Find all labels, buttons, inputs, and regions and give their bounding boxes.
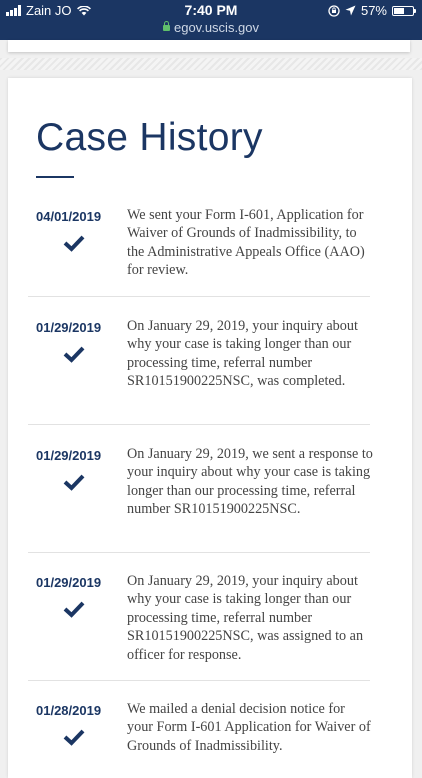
status-bar xyxy=(0,0,422,40)
location-icon xyxy=(345,5,356,16)
check-icon xyxy=(63,234,85,252)
entry-date: 01/29/2019 xyxy=(36,575,102,590)
section-divider xyxy=(0,58,422,70)
entry-text: On January 29, 2019, your inquiry about why your case is taking longer than our processing time, referral number SR10151900225NSC, was completed. xyxy=(127,318,358,390)
check-icon xyxy=(63,473,85,491)
check-icon xyxy=(63,600,85,618)
check-icon xyxy=(63,345,85,363)
url-text: egov.uscis.gov xyxy=(173,20,260,35)
case-history-card xyxy=(8,78,412,778)
battery-percent: 57% xyxy=(360,3,387,18)
entry-date: 01/29/2019 xyxy=(36,320,102,335)
entry-date: 04/01/2019 xyxy=(36,209,102,224)
entry-text: On January 29, 2019, your inquiry about why your case is taking longer than our processing time, referral number SR10151900225NSC, was assigned to an officer for response. xyxy=(127,573,364,663)
entry-date: 01/28/2019 xyxy=(36,703,102,718)
entry-divider xyxy=(28,552,370,553)
entry-text: We sent your Form I-601, Application for Waiver of Grounds of Inadmissibility, to the Administrative Appeals Office (AAO) for review. xyxy=(127,207,365,279)
check-icon xyxy=(63,728,85,746)
page-title: Case History xyxy=(36,116,263,159)
entry-divider xyxy=(28,424,370,425)
entry-date: 01/29/2019 xyxy=(36,448,102,463)
entry-divider xyxy=(28,296,370,297)
entry-text: On January 29, 2019, we sent a response to your inquiry about why your case is taking longer than our processing time, referral number SR10151900225NSC. xyxy=(127,446,373,518)
entry-divider xyxy=(28,680,370,681)
carrier-name: Zain JO xyxy=(26,3,72,18)
address-bar[interactable] xyxy=(0,20,422,35)
status-right xyxy=(328,3,414,18)
entry-text: We mailed a denial decision notice for your Form I-601 Application for Waiver of Grounds of Inadmissibility. xyxy=(127,701,371,754)
title-underline xyxy=(36,176,74,178)
previous-card xyxy=(8,40,410,52)
orientation-lock-icon xyxy=(328,5,340,17)
battery-icon xyxy=(392,6,414,16)
lock-icon xyxy=(163,25,170,31)
clock: 7:40 PM xyxy=(184,2,238,18)
